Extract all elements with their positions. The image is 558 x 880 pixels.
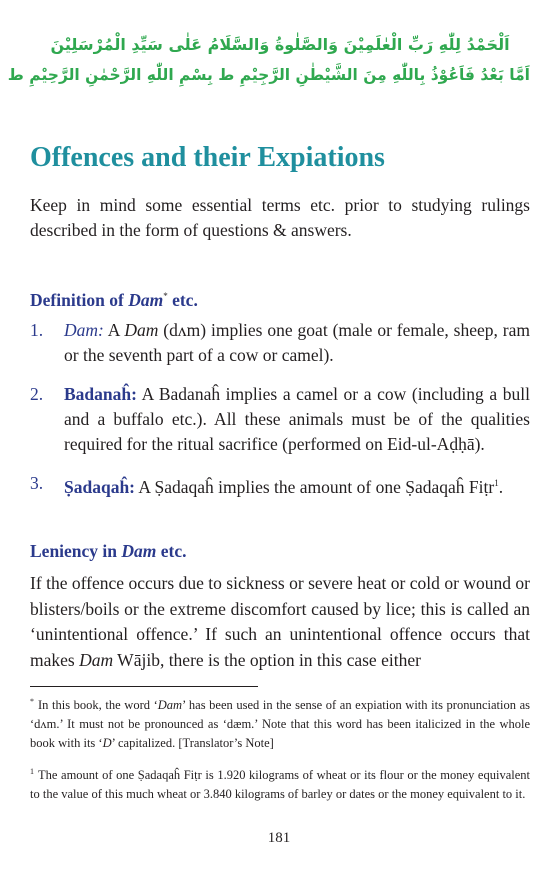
paragraph-text: If the offence occurs due to sickness or severe heat or cold or wound or blisters/boils or the extreme discomfort caused by lice; this is called an ‘unintentional offence.’ If such an unintentional offence occurs that makes — [30, 573, 530, 670]
definition-term-inline: Dam — [124, 320, 159, 340]
heading-text: Leniency in — [30, 541, 122, 561]
heading-term: Dam — [128, 290, 164, 310]
heading-text: etc. — [156, 541, 187, 561]
footnote-sadaqah — [30, 766, 530, 804]
definition-text: A Badanaĥ implies a camel or a cow (including a bull and a buffalo etc.). All these animals must be of the qualities required for the ritual sacrifice (performed on Eid-ul-Aḍḥā). — [64, 384, 530, 454]
footnote-mark: * — [30, 696, 34, 706]
footnote-term: Dam — [157, 698, 183, 712]
paragraph-term: Dam — [79, 649, 114, 670]
definition-item-dam — [30, 318, 530, 368]
heading-text: etc. — [167, 290, 198, 310]
section-heading-definitions — [30, 290, 198, 311]
definitions-list — [30, 318, 530, 500]
definition-term: Badanaĥ: — [64, 384, 137, 404]
arabic-line-2: اَمَّا بَعْدُ فَاَعُوْذُ بِاللّٰهِ مِنَ الشَّيْطٰنِ الرَّجِيْمِ ط بِسْمِ اللّٰهِ الرَّحْمٰنِ الرَّحِيْمِ ط — [7, 66, 530, 84]
list-number: 2. — [30, 384, 44, 404]
intro-paragraph: Keep in mind some essential terms etc. prior to studying rulings described in the form of questions & answers. — [30, 195, 530, 240]
page-title: Offences and their Expiations — [30, 142, 385, 173]
definition-text: A — [103, 320, 125, 340]
definition-term: Dam: — [64, 320, 104, 340]
list-number: 3. — [30, 473, 44, 493]
definition-text: A Ṣadaqaĥ implies the amount of one Ṣadaqaĥ Fiṭr — [135, 476, 495, 497]
footnote-divider — [30, 686, 258, 687]
footnote-text: ’ capitalized. [Translator’s Note] — [111, 736, 274, 750]
footnote-term: D — [102, 736, 112, 750]
arabic-line-1: اَلْحَمْدُ لِلّٰهِ رَبِّ الْعٰلَمِيْنَ وَالصَّلٰوةُ وَالسَّلَامُ عَلٰى سَيِّدِ الْمُرْسَلِيْنَ — [50, 35, 510, 54]
footnote-mark: 1 — [30, 766, 34, 776]
definition-item-sadaqah — [30, 471, 530, 500]
arabic-invocation — [7, 30, 530, 90]
definition-term: Ṣadaqaĥ: — [64, 476, 136, 497]
footnote-marker: 1 — [494, 478, 499, 488]
heading-text: Definition of — [30, 290, 129, 310]
footnote-text: ’ has been used in the sense of an expiation with its pronunciation as ‘dʌm.’ It must not be pronounced as ‘dæm.’ Note that this word has been italicized in the whole book with its ‘ — [30, 698, 530, 750]
footnote-text: The amount of one Ṣadaqaĥ Fiṭr is 1.920 kilograms of wheat or its flour or the money equivalent to the value of this much wheat or 3.840 kilograms of barley or dates or the money equivalent to it. — [30, 768, 530, 801]
footnote-text: In this book, the word ‘ — [38, 698, 158, 712]
list-number: 1. — [30, 320, 44, 340]
footnote-marker: * — [163, 291, 168, 302]
heading-term: Dam — [121, 541, 157, 561]
leniency-paragraph — [30, 571, 530, 673]
section-heading-leniency — [30, 541, 187, 562]
definition-item-badanah — [30, 382, 530, 457]
page-number: 181 — [267, 830, 291, 846]
definition-text: (dʌm) implies one goat (male or female, sheep, ram or the seventh part of a cow or camel). — [64, 320, 530, 365]
paragraph-text: Wājib, there is the option in this case either — [113, 649, 421, 670]
footnote-translator — [30, 696, 530, 753]
definition-text: . — [498, 476, 504, 497]
